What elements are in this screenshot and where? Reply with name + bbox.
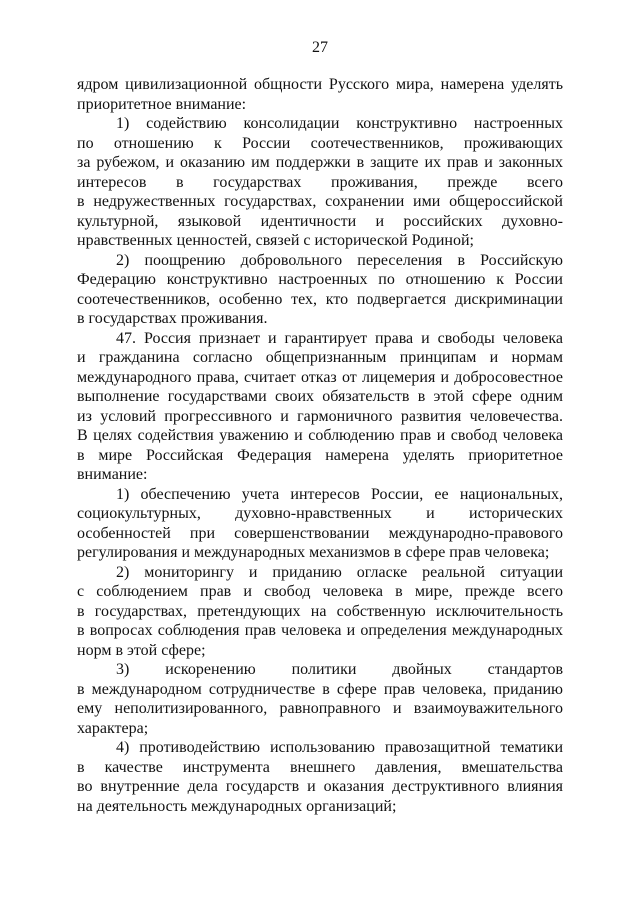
text-line: во внутренние дела государств и оказания деструктивного влияния (77, 778, 563, 795)
text-line: 3) искоренению политики двойных стандартов (116, 661, 563, 678)
text-line: В целях содействия уважению и соблюдению прав и свобод человека (77, 427, 563, 444)
text-line: 4) противодействию использованию правозащитной тематики (116, 739, 563, 756)
text-line: Федерацию конструктивно настроенных по отношению к России (77, 271, 563, 288)
page-number: 27 (312, 39, 328, 56)
paragraph-p3 (77, 329, 563, 485)
text-line: культурной, языковой идентичности и российских духовно- (77, 212, 563, 230)
text-line: за рубежом, и оказанию им поддержки в защите их прав и законных (77, 154, 563, 171)
text-line: характера; (77, 719, 149, 737)
text-line: ему неполитизированного, равноправного и взаимоуважительного (77, 700, 563, 717)
text-line: социокультурных, духовно-нравственных и исторических (77, 505, 563, 522)
text-line: выполнение государствами своих обязательств в этой сфере одним (77, 388, 563, 405)
text-line: международного права, считает отказ от лицемерия и добросовестное (77, 368, 563, 386)
paragraph-p6 (77, 660, 563, 738)
text-line: с соблюдением прав и свобод человека в мире, прежде всего (77, 583, 563, 600)
text-line: 2) мониторингу и приданию огласке реальной ситуации (116, 563, 563, 581)
text-line: в государствах проживания. (77, 310, 268, 327)
document-body (77, 75, 563, 816)
paragraph-p1 (77, 114, 563, 251)
text-line: в качестве инструмента внешнего давления, вмешательства (77, 758, 563, 776)
text-line: приоритетное внимание: (77, 95, 247, 113)
text-line: внимание: (77, 466, 148, 483)
paragraph-p4 (77, 485, 563, 563)
paragraph-p5 (77, 563, 563, 661)
text-line: 1) обеспечению учета интересов России, ее национальных, (116, 485, 563, 503)
text-line: по отношению к России соотечественников, проживающих (77, 134, 563, 152)
text-line: ядром цивилизационной общности Русского мира, намерена уделять (77, 76, 563, 93)
text-line: и гражданина согласно общепризнанным принципам и нормам (77, 349, 563, 366)
text-line: 2) поощрению добровольного переселения в Российскую (116, 251, 563, 269)
text-line: в международном сотрудничестве в сфере прав человека, приданию (77, 680, 563, 698)
paragraph-p0 (77, 75, 563, 114)
text-line: на деятельность международных организаций; (77, 797, 397, 815)
text-line: интересов в государствах проживания, прежде всего (77, 173, 563, 191)
text-line: нравственных ценностей, связей с исторической Родиной; (77, 232, 474, 249)
text-line: в недружественных государствах, сохранении ими общероссийской (77, 193, 563, 210)
text-line: 47. Россия признает и гарантирует права и свободы человека (116, 329, 563, 347)
text-line: соотечественников, особенно тех, кто подвергается дискриминации (77, 290, 563, 308)
text-line: норм в этой сфере; (77, 641, 206, 659)
text-line: особенностей при совершенствовании международно-правового (77, 524, 563, 542)
text-line: в мире Российская Федерация намерена уделять приоритетное (77, 446, 563, 464)
text-line: в вопросах соблюдения прав человека и определения международных (77, 622, 563, 639)
text-line: 1) содействию консолидации конструктивно настроенных (116, 115, 563, 132)
text-line: из условий прогрессивного и гармоничного развития человечества. (77, 407, 563, 425)
text-line: в государствах, претендующих на собственную исключительность (77, 602, 563, 620)
paragraph-p7 (77, 738, 563, 816)
text-line: регулирования и международных механизмов в сфере прав человека; (77, 544, 550, 561)
paragraph-p2 (77, 251, 563, 329)
